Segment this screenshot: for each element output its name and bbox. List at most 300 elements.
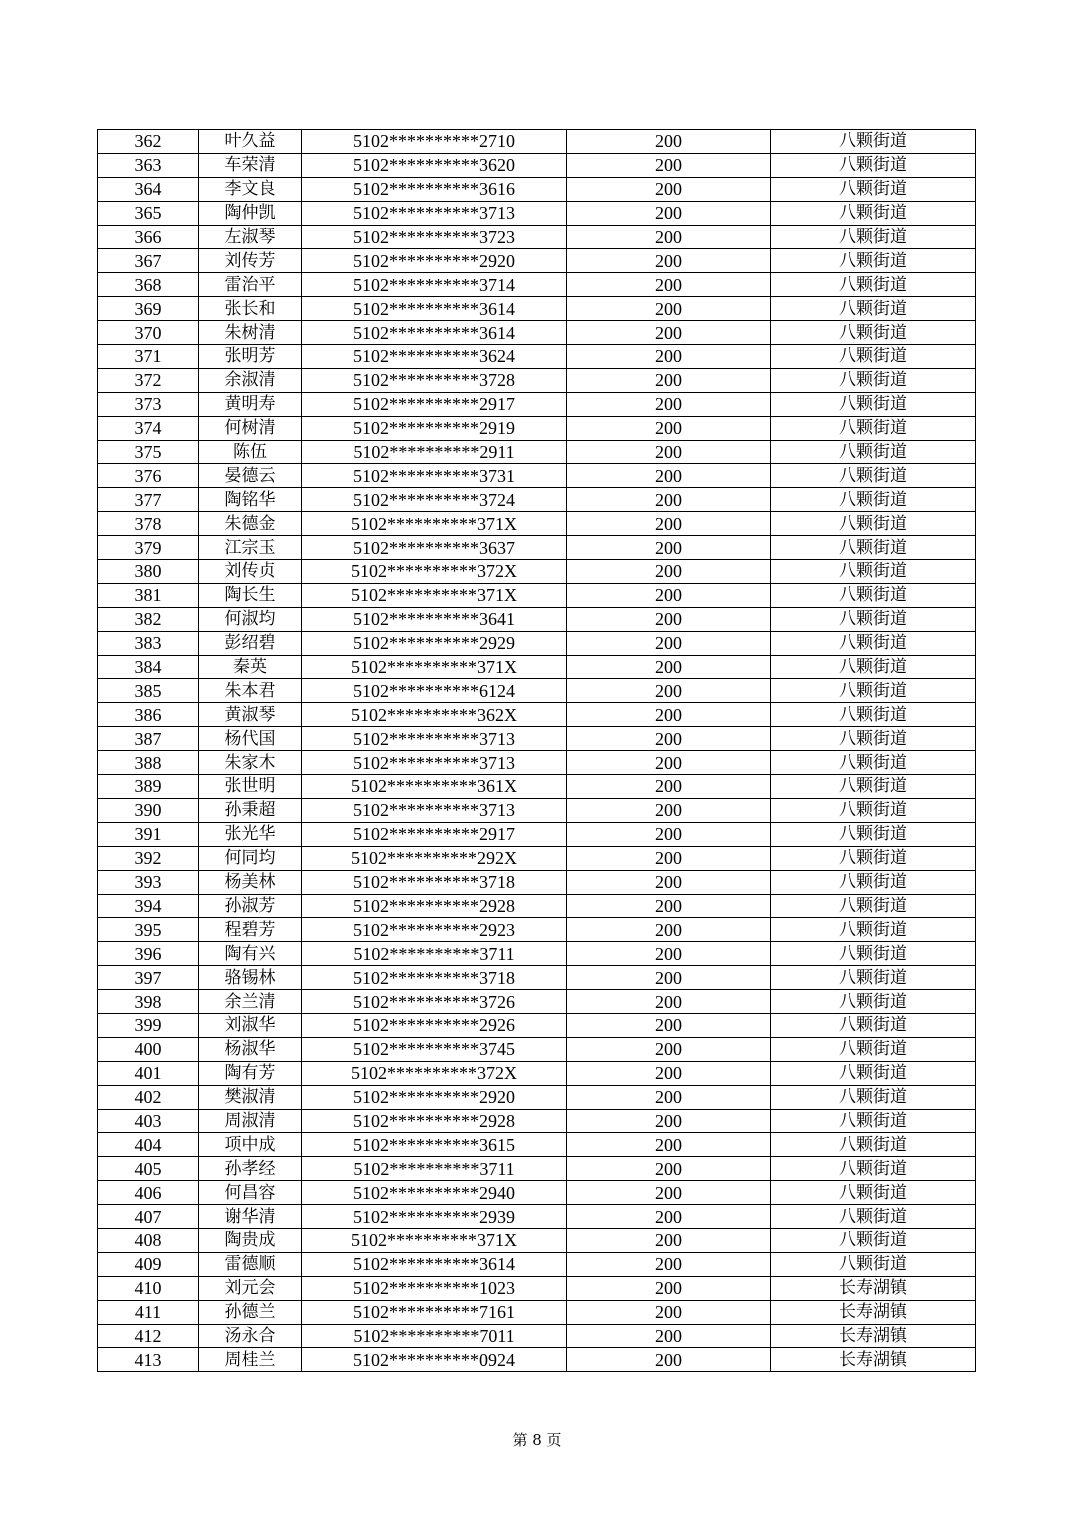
id-number-cell: 5102**********3637 bbox=[302, 536, 567, 560]
amount-cell: 200 bbox=[567, 990, 771, 1014]
table-row bbox=[98, 942, 976, 966]
amount-cell: 200 bbox=[567, 464, 771, 488]
id-number-cell: 5102**********3713 bbox=[302, 727, 567, 751]
table-row bbox=[98, 201, 976, 225]
amount-cell: 200 bbox=[567, 798, 771, 822]
person-name-cell: 黄明寿 bbox=[199, 392, 302, 416]
row-number-cell: 382 bbox=[98, 607, 199, 631]
amount-cell: 200 bbox=[567, 416, 771, 440]
row-number-cell: 409 bbox=[98, 1252, 199, 1276]
district-cell: 长寿湖镇 bbox=[771, 1348, 976, 1372]
table-row bbox=[98, 345, 976, 369]
person-name-cell: 朱德金 bbox=[199, 512, 302, 536]
person-name-cell: 周淑清 bbox=[199, 1109, 302, 1133]
row-number-cell: 367 bbox=[98, 249, 199, 273]
table-row bbox=[98, 1205, 976, 1229]
id-number-cell: 5102**********292X bbox=[302, 846, 567, 870]
row-number-cell: 362 bbox=[98, 130, 199, 154]
district-cell: 八颗街道 bbox=[771, 679, 976, 703]
row-number-cell: 387 bbox=[98, 727, 199, 751]
id-number-cell: 5102**********2710 bbox=[302, 130, 567, 154]
table-row bbox=[98, 1109, 976, 1133]
amount-cell: 200 bbox=[567, 1252, 771, 1276]
district-cell: 八颗街道 bbox=[771, 321, 976, 345]
row-number-cell: 376 bbox=[98, 464, 199, 488]
district-cell: 八颗街道 bbox=[771, 870, 976, 894]
row-number-cell: 369 bbox=[98, 297, 199, 321]
district-cell: 八颗街道 bbox=[771, 727, 976, 751]
district-cell: 八颗街道 bbox=[771, 297, 976, 321]
person-name-cell: 余兰清 bbox=[199, 990, 302, 1014]
district-cell: 八颗街道 bbox=[771, 607, 976, 631]
row-number-cell: 401 bbox=[98, 1061, 199, 1085]
district-cell: 长寿湖镇 bbox=[771, 1300, 976, 1324]
person-name-cell: 项中成 bbox=[199, 1133, 302, 1157]
amount-cell: 200 bbox=[567, 440, 771, 464]
row-number-cell: 365 bbox=[98, 201, 199, 225]
table-row bbox=[98, 751, 976, 775]
row-number-cell: 371 bbox=[98, 345, 199, 369]
amount-cell: 200 bbox=[567, 1276, 771, 1300]
district-cell: 八颗街道 bbox=[771, 1157, 976, 1181]
amount-cell: 200 bbox=[567, 631, 771, 655]
row-number-cell: 393 bbox=[98, 870, 199, 894]
amount-cell: 200 bbox=[567, 225, 771, 249]
table-row bbox=[98, 368, 976, 392]
amount-cell: 200 bbox=[567, 727, 771, 751]
amount-cell: 200 bbox=[567, 775, 771, 799]
amount-cell: 200 bbox=[567, 1181, 771, 1205]
amount-cell: 200 bbox=[567, 536, 771, 560]
person-name-cell: 樊淑清 bbox=[199, 1085, 302, 1109]
id-number-cell: 5102**********3714 bbox=[302, 273, 567, 297]
person-name-cell: 何同均 bbox=[199, 846, 302, 870]
table-row bbox=[98, 1037, 976, 1061]
row-number-cell: 397 bbox=[98, 966, 199, 990]
table-row bbox=[98, 416, 976, 440]
row-number-cell: 389 bbox=[98, 775, 199, 799]
person-name-cell: 杨美林 bbox=[199, 870, 302, 894]
person-name-cell: 陶有兴 bbox=[199, 942, 302, 966]
person-name-cell: 陶长生 bbox=[199, 583, 302, 607]
district-cell: 八颗街道 bbox=[771, 942, 976, 966]
row-number-cell: 374 bbox=[98, 416, 199, 440]
person-name-cell: 刘传贞 bbox=[199, 560, 302, 584]
person-name-cell: 骆锡林 bbox=[199, 966, 302, 990]
row-number-cell: 402 bbox=[98, 1085, 199, 1109]
row-number-cell: 404 bbox=[98, 1133, 199, 1157]
district-cell: 八颗街道 bbox=[771, 392, 976, 416]
person-name-cell: 刘元会 bbox=[199, 1276, 302, 1300]
amount-cell: 200 bbox=[567, 321, 771, 345]
table-row bbox=[98, 488, 976, 512]
person-name-cell: 刘淑华 bbox=[199, 1013, 302, 1037]
table-row bbox=[98, 153, 976, 177]
district-cell: 长寿湖镇 bbox=[771, 1276, 976, 1300]
amount-cell: 200 bbox=[567, 655, 771, 679]
amount-cell: 200 bbox=[567, 607, 771, 631]
row-number-cell: 384 bbox=[98, 655, 199, 679]
person-name-cell: 张世明 bbox=[199, 775, 302, 799]
id-number-cell: 5102**********3731 bbox=[302, 464, 567, 488]
id-number-cell: 5102**********362X bbox=[302, 703, 567, 727]
table-row bbox=[98, 321, 976, 345]
table-row bbox=[98, 846, 976, 870]
amount-cell: 200 bbox=[567, 560, 771, 584]
table-row bbox=[98, 583, 976, 607]
id-number-cell: 5102**********2920 bbox=[302, 249, 567, 273]
amount-cell: 200 bbox=[567, 345, 771, 369]
id-number-cell: 5102**********2939 bbox=[302, 1205, 567, 1229]
table-row bbox=[98, 560, 976, 584]
table-row bbox=[98, 631, 976, 655]
district-cell: 八颗街道 bbox=[771, 1133, 976, 1157]
person-name-cell: 张长和 bbox=[199, 297, 302, 321]
id-number-cell: 5102**********3713 bbox=[302, 798, 567, 822]
person-name-cell: 晏德云 bbox=[199, 464, 302, 488]
amount-cell: 200 bbox=[567, 583, 771, 607]
district-cell: 八颗街道 bbox=[771, 1205, 976, 1229]
district-cell: 八颗街道 bbox=[771, 1013, 976, 1037]
id-number-cell: 5102**********3724 bbox=[302, 488, 567, 512]
amount-cell: 200 bbox=[567, 942, 771, 966]
row-number-cell: 378 bbox=[98, 512, 199, 536]
table-row bbox=[98, 1276, 976, 1300]
row-number-cell: 391 bbox=[98, 822, 199, 846]
table-row bbox=[98, 1157, 976, 1181]
district-cell: 八颗街道 bbox=[771, 536, 976, 560]
district-cell: 八颗街道 bbox=[771, 822, 976, 846]
id-number-cell: 5102**********7161 bbox=[302, 1300, 567, 1324]
district-cell: 八颗街道 bbox=[771, 464, 976, 488]
id-number-cell: 5102**********3614 bbox=[302, 321, 567, 345]
district-cell: 八颗街道 bbox=[771, 440, 976, 464]
district-cell: 八颗街道 bbox=[771, 894, 976, 918]
table-row bbox=[98, 1348, 976, 1372]
person-name-cell: 孙淑芳 bbox=[199, 894, 302, 918]
amount-cell: 200 bbox=[567, 822, 771, 846]
row-number-cell: 366 bbox=[98, 225, 199, 249]
person-name-cell: 陶贵成 bbox=[199, 1228, 302, 1252]
amount-cell: 200 bbox=[567, 177, 771, 201]
id-number-cell: 5102**********2929 bbox=[302, 631, 567, 655]
table-row bbox=[98, 392, 976, 416]
amount-cell: 200 bbox=[567, 1205, 771, 1229]
amount-cell: 200 bbox=[567, 1324, 771, 1348]
table-row bbox=[98, 990, 976, 1014]
district-cell: 八颗街道 bbox=[771, 1228, 976, 1252]
id-number-cell: 5102**********3745 bbox=[302, 1037, 567, 1061]
district-cell: 八颗街道 bbox=[771, 1109, 976, 1133]
person-name-cell: 车荣清 bbox=[199, 153, 302, 177]
row-number-cell: 379 bbox=[98, 536, 199, 560]
id-number-cell: 5102**********2940 bbox=[302, 1181, 567, 1205]
table-row bbox=[98, 297, 976, 321]
id-number-cell: 5102**********3728 bbox=[302, 368, 567, 392]
row-number-cell: 385 bbox=[98, 679, 199, 703]
district-cell: 八颗街道 bbox=[771, 1181, 976, 1205]
amount-cell: 200 bbox=[567, 488, 771, 512]
district-cell: 八颗街道 bbox=[771, 798, 976, 822]
district-cell: 八颗街道 bbox=[771, 775, 976, 799]
row-number-cell: 406 bbox=[98, 1181, 199, 1205]
row-number-cell: 386 bbox=[98, 703, 199, 727]
row-number-cell: 410 bbox=[98, 1276, 199, 1300]
id-number-cell: 5102**********2920 bbox=[302, 1085, 567, 1109]
id-number-cell: 5102**********3641 bbox=[302, 607, 567, 631]
amount-cell: 200 bbox=[567, 297, 771, 321]
district-cell: 八颗街道 bbox=[771, 201, 976, 225]
district-cell: 八颗街道 bbox=[771, 1252, 976, 1276]
district-cell: 八颗街道 bbox=[771, 560, 976, 584]
id-number-cell: 5102**********372X bbox=[302, 560, 567, 584]
id-number-cell: 5102**********3711 bbox=[302, 1157, 567, 1181]
amount-cell: 200 bbox=[567, 751, 771, 775]
table-row bbox=[98, 225, 976, 249]
table-row bbox=[98, 966, 976, 990]
table-row bbox=[98, 1181, 976, 1205]
row-number-cell: 390 bbox=[98, 798, 199, 822]
table-row bbox=[98, 1061, 976, 1085]
row-number-cell: 398 bbox=[98, 990, 199, 1014]
id-number-cell: 5102**********361X bbox=[302, 775, 567, 799]
row-number-cell: 408 bbox=[98, 1228, 199, 1252]
district-cell: 八颗街道 bbox=[771, 512, 976, 536]
id-number-cell: 5102**********3614 bbox=[302, 1252, 567, 1276]
table-row bbox=[98, 798, 976, 822]
table-row bbox=[98, 822, 976, 846]
id-number-cell: 5102**********371X bbox=[302, 583, 567, 607]
amount-cell: 200 bbox=[567, 153, 771, 177]
person-name-cell: 孙孝经 bbox=[199, 1157, 302, 1181]
person-name-cell: 刘传芳 bbox=[199, 249, 302, 273]
id-number-cell: 5102**********372X bbox=[302, 1061, 567, 1085]
amount-cell: 200 bbox=[567, 1133, 771, 1157]
amount-cell: 200 bbox=[567, 966, 771, 990]
district-cell: 长寿湖镇 bbox=[771, 1324, 976, 1348]
id-number-cell: 5102**********3615 bbox=[302, 1133, 567, 1157]
amount-cell: 200 bbox=[567, 201, 771, 225]
person-name-cell: 朱树清 bbox=[199, 321, 302, 345]
person-name-cell: 孙德兰 bbox=[199, 1300, 302, 1324]
table-row bbox=[98, 894, 976, 918]
table-row bbox=[98, 1252, 976, 1276]
amount-cell: 200 bbox=[567, 1061, 771, 1085]
person-name-cell: 杨淑华 bbox=[199, 1037, 302, 1061]
row-number-cell: 403 bbox=[98, 1109, 199, 1133]
page-number: 第 8 页 bbox=[512, 1431, 562, 1449]
table-row bbox=[98, 512, 976, 536]
person-name-cell: 程碧芳 bbox=[199, 918, 302, 942]
id-number-cell: 5102**********3620 bbox=[302, 153, 567, 177]
amount-cell: 200 bbox=[567, 870, 771, 894]
table-row bbox=[98, 703, 976, 727]
person-name-cell: 何昌容 bbox=[199, 1181, 302, 1205]
person-name-cell: 张明芳 bbox=[199, 345, 302, 369]
amount-cell: 200 bbox=[567, 918, 771, 942]
amount-cell: 200 bbox=[567, 1085, 771, 1109]
district-cell: 八颗街道 bbox=[771, 177, 976, 201]
row-number-cell: 370 bbox=[98, 321, 199, 345]
table-row bbox=[98, 1300, 976, 1324]
district-cell: 八颗街道 bbox=[771, 345, 976, 369]
amount-cell: 200 bbox=[567, 679, 771, 703]
amount-cell: 200 bbox=[567, 1348, 771, 1372]
amount-cell: 200 bbox=[567, 130, 771, 154]
person-name-cell: 何淑均 bbox=[199, 607, 302, 631]
table-row bbox=[98, 727, 976, 751]
id-number-cell: 5102**********371X bbox=[302, 655, 567, 679]
id-number-cell: 5102**********2926 bbox=[302, 1013, 567, 1037]
district-cell: 八颗街道 bbox=[771, 631, 976, 655]
row-number-cell: 380 bbox=[98, 560, 199, 584]
amount-cell: 200 bbox=[567, 273, 771, 297]
district-cell: 八颗街道 bbox=[771, 416, 976, 440]
id-number-cell: 5102**********3718 bbox=[302, 966, 567, 990]
row-number-cell: 413 bbox=[98, 1348, 199, 1372]
amount-cell: 200 bbox=[567, 368, 771, 392]
row-number-cell: 381 bbox=[98, 583, 199, 607]
row-number-cell: 399 bbox=[98, 1013, 199, 1037]
person-name-cell: 江宗玉 bbox=[199, 536, 302, 560]
table-row bbox=[98, 1085, 976, 1109]
row-number-cell: 372 bbox=[98, 368, 199, 392]
person-name-cell: 彭绍碧 bbox=[199, 631, 302, 655]
id-number-cell: 5102**********1023 bbox=[302, 1276, 567, 1300]
id-number-cell: 5102**********3713 bbox=[302, 201, 567, 225]
id-number-cell: 5102**********3614 bbox=[302, 297, 567, 321]
id-number-cell: 5102**********2919 bbox=[302, 416, 567, 440]
id-number-cell: 5102**********3624 bbox=[302, 345, 567, 369]
table-row bbox=[98, 655, 976, 679]
table-row bbox=[98, 177, 976, 201]
id-number-cell: 5102**********3711 bbox=[302, 942, 567, 966]
district-cell: 八颗街道 bbox=[771, 225, 976, 249]
person-name-cell: 陶铭华 bbox=[199, 488, 302, 512]
amount-cell: 200 bbox=[567, 1300, 771, 1324]
amount-cell: 200 bbox=[567, 703, 771, 727]
id-number-cell: 5102**********371X bbox=[302, 1228, 567, 1252]
row-number-cell: 411 bbox=[98, 1300, 199, 1324]
id-number-cell: 5102**********3726 bbox=[302, 990, 567, 1014]
district-cell: 八颗街道 bbox=[771, 1061, 976, 1085]
person-name-cell: 汤永合 bbox=[199, 1324, 302, 1348]
district-cell: 八颗街道 bbox=[771, 583, 976, 607]
records-table bbox=[97, 129, 976, 1372]
amount-cell: 200 bbox=[567, 1037, 771, 1061]
id-number-cell: 5102**********371X bbox=[302, 512, 567, 536]
row-number-cell: 373 bbox=[98, 392, 199, 416]
amount-cell: 200 bbox=[567, 1157, 771, 1181]
row-number-cell: 396 bbox=[98, 942, 199, 966]
person-name-cell: 李文良 bbox=[199, 177, 302, 201]
amount-cell: 200 bbox=[567, 1013, 771, 1037]
table-row bbox=[98, 918, 976, 942]
table-row bbox=[98, 1228, 976, 1252]
id-number-cell: 5102**********2917 bbox=[302, 822, 567, 846]
person-name-cell: 叶久益 bbox=[199, 130, 302, 154]
row-number-cell: 383 bbox=[98, 631, 199, 655]
table-row bbox=[98, 273, 976, 297]
records-table-body bbox=[98, 130, 976, 1372]
person-name-cell: 何树清 bbox=[199, 416, 302, 440]
amount-cell: 200 bbox=[567, 1109, 771, 1133]
district-cell: 八颗街道 bbox=[771, 273, 976, 297]
district-cell: 八颗街道 bbox=[771, 918, 976, 942]
table-row bbox=[98, 249, 976, 273]
row-number-cell: 377 bbox=[98, 488, 199, 512]
id-number-cell: 5102**********2928 bbox=[302, 894, 567, 918]
person-name-cell: 左淑琴 bbox=[199, 225, 302, 249]
person-name-cell: 陶仲凯 bbox=[199, 201, 302, 225]
table-row bbox=[98, 1324, 976, 1348]
person-name-cell: 黄淑琴 bbox=[199, 703, 302, 727]
table-row bbox=[98, 536, 976, 560]
district-cell: 八颗街道 bbox=[771, 751, 976, 775]
table-row bbox=[98, 464, 976, 488]
district-cell: 八颗街道 bbox=[771, 966, 976, 990]
row-number-cell: 395 bbox=[98, 918, 199, 942]
district-cell: 八颗街道 bbox=[771, 368, 976, 392]
id-number-cell: 5102**********3723 bbox=[302, 225, 567, 249]
id-number-cell: 5102**********2928 bbox=[302, 1109, 567, 1133]
person-name-cell: 张光华 bbox=[199, 822, 302, 846]
id-number-cell: 5102**********2923 bbox=[302, 918, 567, 942]
district-cell: 八颗街道 bbox=[771, 1037, 976, 1061]
district-cell: 八颗街道 bbox=[771, 130, 976, 154]
table-row bbox=[98, 440, 976, 464]
amount-cell: 200 bbox=[567, 894, 771, 918]
id-number-cell: 5102**********3718 bbox=[302, 870, 567, 894]
id-number-cell: 5102**********0924 bbox=[302, 1348, 567, 1372]
row-number-cell: 394 bbox=[98, 894, 199, 918]
row-number-cell: 412 bbox=[98, 1324, 199, 1348]
person-name-cell: 杨代国 bbox=[199, 727, 302, 751]
district-cell: 八颗街道 bbox=[771, 1085, 976, 1109]
row-number-cell: 407 bbox=[98, 1205, 199, 1229]
district-cell: 八颗街道 bbox=[771, 488, 976, 512]
id-number-cell: 5102**********3713 bbox=[302, 751, 567, 775]
id-number-cell: 5102**********2911 bbox=[302, 440, 567, 464]
id-number-cell: 5102**********2917 bbox=[302, 392, 567, 416]
person-name-cell: 孙秉超 bbox=[199, 798, 302, 822]
person-name-cell: 雷治平 bbox=[199, 273, 302, 297]
id-number-cell: 5102**********3616 bbox=[302, 177, 567, 201]
amount-cell: 200 bbox=[567, 1228, 771, 1252]
table-row bbox=[98, 607, 976, 631]
row-number-cell: 363 bbox=[98, 153, 199, 177]
table-row bbox=[98, 1133, 976, 1157]
row-number-cell: 400 bbox=[98, 1037, 199, 1061]
row-number-cell: 392 bbox=[98, 846, 199, 870]
amount-cell: 200 bbox=[567, 512, 771, 536]
district-cell: 八颗街道 bbox=[771, 655, 976, 679]
district-cell: 八颗街道 bbox=[771, 153, 976, 177]
district-cell: 八颗街道 bbox=[771, 846, 976, 870]
district-cell: 八颗街道 bbox=[771, 703, 976, 727]
table-row bbox=[98, 679, 976, 703]
person-name-cell: 朱本君 bbox=[199, 679, 302, 703]
amount-cell: 200 bbox=[567, 249, 771, 273]
row-number-cell: 368 bbox=[98, 273, 199, 297]
person-name-cell: 陈伍 bbox=[199, 440, 302, 464]
amount-cell: 200 bbox=[567, 846, 771, 870]
district-cell: 八颗街道 bbox=[771, 990, 976, 1014]
row-number-cell: 364 bbox=[98, 177, 199, 201]
row-number-cell: 388 bbox=[98, 751, 199, 775]
person-name-cell: 秦英 bbox=[199, 655, 302, 679]
row-number-cell: 375 bbox=[98, 440, 199, 464]
